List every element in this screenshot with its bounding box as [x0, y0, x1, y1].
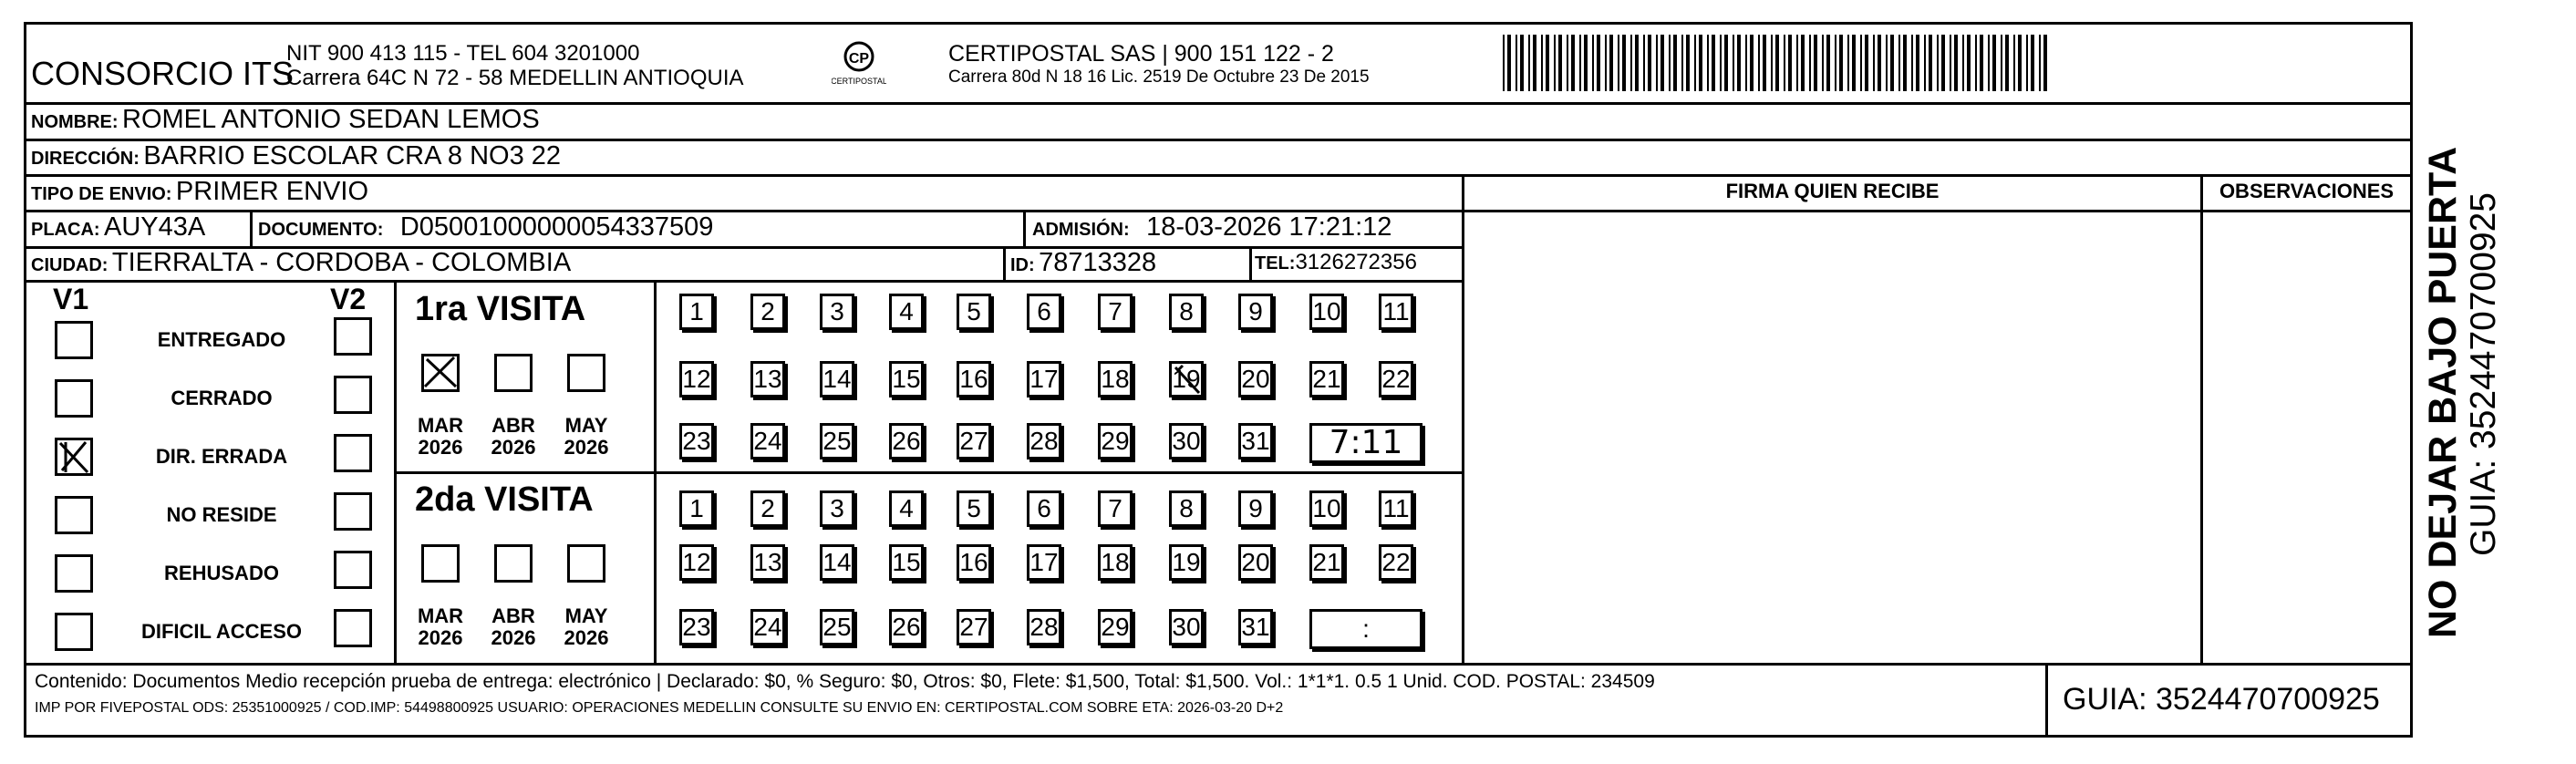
barcode-bar [1724, 35, 1728, 91]
day-box-11[interactable]: 11 [1379, 490, 1413, 527]
day-box-29[interactable]: 29 [1098, 609, 1133, 645]
ciudad-value: TIERRALTA - CORDOBA - COLOMBIA [111, 248, 572, 277]
v2-checkbox[interactable] [334, 492, 372, 531]
day-box-26[interactable]: 26 [889, 423, 924, 459]
nombre-field [31, 105, 540, 135]
barcode-bar [1622, 35, 1626, 91]
day-box-25[interactable]: 25 [820, 609, 854, 645]
v2-checkbox[interactable] [334, 551, 372, 589]
placa-label: PLACA: [31, 220, 100, 240]
day-box-14[interactable]: 14 [820, 361, 854, 397]
barcode-bar [1886, 35, 1888, 91]
barcode-bar [1950, 35, 1951, 91]
day-box-27[interactable]: 27 [957, 423, 991, 459]
direccion-value: BARRIO ESCOLAR CRA 8 NO3 22 [143, 141, 562, 170]
company-nit: NIT 900 413 115 - TEL 604 3201000 [286, 41, 640, 66]
barcode-bar [1516, 35, 1517, 91]
v1-checkbox[interactable] [55, 613, 93, 651]
day-box-6[interactable]: 6 [1027, 294, 1061, 330]
barcode-bar [2005, 35, 2009, 91]
barcode-bar [1571, 35, 1575, 91]
v1-checkbox[interactable] [55, 438, 93, 476]
barcode-bar [1962, 35, 1964, 91]
ciudad-field [31, 248, 571, 278]
nombre-label: NOMBRE: [31, 112, 119, 132]
barcode-bar [1712, 35, 1715, 91]
barcode-bar [1533, 35, 1536, 91]
admision-label: ADMISIÓN: [1032, 220, 1130, 240]
barcode-bar [1656, 35, 1658, 91]
day-box-18[interactable]: 18 [1098, 361, 1133, 397]
day-box-20[interactable]: 20 [1238, 544, 1273, 581]
documento-label: DOCUMENTO: [258, 220, 384, 240]
v1-checkbox[interactable] [55, 496, 93, 534]
day-box-24[interactable]: 24 [750, 609, 785, 645]
barcode-bar [2013, 35, 2015, 91]
barcode-bar [2039, 35, 2041, 91]
day-box-17[interactable]: 17 [1027, 361, 1061, 397]
footer-imp: IMP POR FIVEPOSTAL ODS: 25351000925 / COD.IMP: 54498800925 USUARIO: OPERACIONES MEDELLIN CONSULTE SU ENVIO EN: CERTIPOSTAL.COM SOBRE ETA: 2026-03-20 D+2 [35, 700, 1284, 716]
barcode-bar [1720, 35, 1722, 91]
barcode-bar [1847, 35, 1849, 91]
barcode-bar [1592, 35, 1594, 91]
barcode-bar [1865, 35, 1868, 91]
side-warning: NO DEJAR BAJO PUERTA [2421, 146, 2465, 638]
day-box-19[interactable] [1169, 361, 1204, 397]
month-checkbox[interactable] [494, 354, 533, 392]
month-year: 2026 [491, 436, 536, 459]
svg-text:CERTIPOSTAL: CERTIPOSTAL [832, 77, 886, 86]
day-box-23[interactable]: 23 [679, 609, 714, 645]
month-checkbox[interactable] [421, 544, 460, 583]
barcode-bar [1635, 35, 1639, 91]
day-box-6[interactable]: 6 [1027, 490, 1061, 527]
time-value: : [1362, 614, 1370, 643]
barcode-bar [1873, 35, 1875, 91]
status-label: REHUSADO [164, 562, 279, 584]
month-name: MAY [564, 414, 608, 437]
day-box-22[interactable]: 22 [1379, 361, 1413, 397]
barcode-bar [1771, 35, 1773, 91]
placa-divider [250, 210, 253, 246]
barcode-bar [1784, 35, 1785, 91]
day-box-26[interactable]: 26 [889, 609, 924, 645]
month-label [554, 605, 618, 649]
v1-checkbox[interactable] [55, 379, 93, 418]
barcode-bar [1597, 35, 1600, 91]
barcode-bar [1554, 35, 1556, 91]
barcode [1503, 35, 2050, 91]
time-handwritten: 7:11 [1329, 424, 1403, 461]
barcode-bar [2026, 35, 2028, 91]
v1-checkbox[interactable] [55, 321, 93, 359]
day-box-21[interactable]: 21 [1309, 544, 1344, 581]
row-line-2 [24, 174, 2413, 177]
tipo-label: TIPO DE ENVIO: [31, 184, 172, 204]
visit-divider [394, 471, 1463, 474]
day-box-7[interactable]: 7 [1098, 294, 1133, 330]
day-box-16[interactable]: 16 [957, 544, 991, 581]
footer-guia-divider [2045, 663, 2048, 738]
barcode-bar [1967, 35, 1971, 91]
month-checkbox[interactable] [421, 354, 460, 392]
barcode-bar [1745, 35, 1747, 91]
barcode-bar [1796, 35, 1798, 91]
footer-divider [24, 663, 2413, 666]
barcode-bar [1941, 35, 1945, 91]
barcode-bar [1567, 35, 1568, 91]
day-box-28[interactable]: 28 [1027, 423, 1061, 459]
footer-guia: GUIA: 3524470700925 [2063, 682, 2380, 717]
barcode-bar [1686, 35, 1690, 91]
day-box-8[interactable]: 8 [1169, 294, 1204, 330]
carrier-address: Carrera 80d N 18 16 Lic. 2519 De Octubre 23 De 2015 [948, 67, 1370, 87]
barcode-bar [1660, 35, 1664, 91]
barcode-bar [1954, 35, 1958, 91]
day-box-16[interactable]: 16 [957, 361, 991, 397]
barcode-bar [1826, 35, 1830, 91]
barcode-bar [1852, 35, 1856, 91]
documento-value: D05001000000054337509 [399, 212, 714, 242]
v2-label: V2 [330, 283, 367, 315]
barcode-bar [1643, 35, 1645, 91]
barcode-bar [1630, 35, 1632, 91]
status-label: DIR. ERRADA [155, 445, 288, 468]
barcode-bar [1579, 35, 1581, 91]
month-label [481, 415, 545, 459]
day-box-5[interactable]: 5 [957, 294, 991, 330]
company-address: Carrera 64C N 72 - 58 MEDELLIN ANTIOQUIA [286, 66, 744, 90]
month-year: 2026 [418, 436, 463, 459]
month-checkbox[interactable] [494, 544, 533, 583]
day-box-2[interactable]: 2 [750, 490, 785, 527]
barcode-bar [1694, 35, 1696, 91]
barcode-bar [1750, 35, 1754, 91]
barcode-bar [1733, 35, 1734, 91]
barcode-bar [1898, 35, 1900, 91]
barcode-bar [1980, 35, 1983, 91]
barcode-bar [1648, 35, 1651, 91]
barcode-bar [1822, 35, 1824, 91]
v2-checkbox[interactable] [334, 317, 372, 356]
tel-field [1255, 250, 1417, 275]
admision-field [1032, 212, 1391, 243]
day-box-27[interactable]: 27 [957, 609, 991, 645]
month-year: 2026 [564, 626, 609, 649]
barcode-bar [1609, 35, 1613, 91]
day-number: 19 [1172, 365, 1201, 393]
tel-divider [1249, 246, 1252, 280]
day-box-30[interactable]: 30 [1169, 423, 1204, 459]
month-name: MAR [417, 604, 464, 627]
barcode-bar [1707, 35, 1709, 91]
direccion-field [31, 141, 561, 171]
barcode-bar [1503, 35, 1505, 91]
day-box-3[interactable]: 3 [820, 294, 854, 330]
day-box-8[interactable]: 8 [1169, 490, 1204, 527]
barcode-bar [2031, 35, 2034, 91]
id-divider [1003, 246, 1006, 280]
barcode-bar [1758, 35, 1760, 91]
day-box-22[interactable]: 22 [1379, 544, 1413, 581]
month-checkbox[interactable] [567, 354, 605, 392]
tipo-value: PRIMER ENVIO [175, 177, 369, 206]
month-year: 2026 [564, 436, 609, 459]
day-box-13[interactable]: 13 [750, 544, 785, 581]
barcode-bar [1929, 35, 1932, 91]
admision-value: 18-03-2026 17:21:12 [1146, 212, 1392, 242]
barcode-bar [1763, 35, 1766, 91]
barcode-bar [1835, 35, 1836, 91]
day-box-23[interactable]: 23 [679, 423, 714, 459]
barcode-bar [2043, 35, 2047, 91]
v2-checkbox[interactable] [334, 609, 372, 647]
status-label: NO RESIDE [166, 503, 277, 526]
month-year: 2026 [418, 626, 463, 649]
barcode-bar [1988, 35, 1990, 91]
barcode-bar [1507, 35, 1511, 91]
day-box-20[interactable]: 20 [1238, 361, 1273, 397]
v1-label: V1 [53, 283, 89, 315]
barcode-bar [1541, 35, 1543, 91]
day-box-30[interactable]: 30 [1169, 609, 1204, 645]
barcode-bar [1916, 35, 1919, 91]
day-box-31[interactable]: 31 [1238, 423, 1273, 459]
month-name: ABR [491, 604, 535, 627]
second-visit-title: 2da VISITA [415, 480, 594, 519]
month-name: ABR [491, 414, 535, 437]
barcode-bar [1903, 35, 1907, 91]
barcode-bar [1673, 35, 1677, 91]
barcode-bar [1546, 35, 1549, 91]
barcode-bar [1801, 35, 1805, 91]
barcode-bar [1890, 35, 1894, 91]
nombre-value: ROMEL ANTONIO SEDAN LEMOS [122, 105, 540, 134]
firma-left-border [1462, 174, 1464, 666]
v1-checkbox[interactable] [55, 554, 93, 593]
documento-field [258, 212, 713, 243]
tipo-field [31, 177, 368, 207]
barcode-bar [1992, 35, 1996, 91]
body-right-border [2410, 102, 2413, 738]
placa-value: AUY43A [104, 212, 206, 242]
certipostal-logo [832, 36, 886, 91]
barcode-bar [1618, 35, 1619, 91]
company-name: CONSORCIO ITS [31, 55, 295, 92]
barcode-bar [1911, 35, 1913, 91]
month-name: MAY [564, 604, 608, 627]
day-box-9[interactable]: 9 [1238, 490, 1273, 527]
day-box-25[interactable]: 25 [820, 423, 854, 459]
firma-header: FIRMA QUIEN RECIBE [1725, 180, 1940, 202]
direccion-label: DIRECCIÓN: [31, 149, 140, 169]
time-box[interactable] [1309, 423, 1422, 463]
month-label [409, 415, 472, 459]
barcode-bar [1924, 35, 1926, 91]
id-field [1010, 248, 1156, 278]
day-box-10[interactable]: 10 [1309, 490, 1344, 527]
month-checkbox[interactable] [567, 544, 605, 583]
side-guia: GUIA: 3524470700925 [2464, 192, 2503, 556]
day-box-15[interactable]: 15 [889, 544, 924, 581]
day-box-13[interactable]: 13 [750, 361, 785, 397]
month-year: 2026 [491, 626, 536, 649]
day-box-19[interactable]: 19 [1169, 544, 1204, 581]
day-box-9[interactable]: 9 [1238, 294, 1273, 330]
barcode-bar [1528, 35, 1530, 91]
month-label [409, 605, 472, 649]
day-box-18[interactable]: 18 [1098, 544, 1133, 581]
first-visit-title: 1ra VISITA [415, 290, 586, 328]
day-box-5[interactable]: 5 [957, 490, 991, 527]
day-box-4[interactable]: 4 [889, 490, 924, 527]
day-box-4[interactable]: 4 [889, 294, 924, 330]
barcode-bar [2001, 35, 2002, 91]
month-label [481, 605, 545, 649]
barcode-bar [1558, 35, 1562, 91]
barcode-bar [1699, 35, 1702, 91]
barcode-bar [1860, 35, 1862, 91]
barcode-bar [1878, 35, 1881, 91]
day-box-14[interactable]: 14 [820, 544, 854, 581]
status-label: DIFICIL ACCESO [140, 620, 302, 643]
barcode-bar [1975, 35, 1977, 91]
day-box-15[interactable]: 15 [889, 361, 924, 397]
barcode-bar [1584, 35, 1588, 91]
status-label: ENTREGADO [157, 328, 286, 351]
barcode-bar [1669, 35, 1671, 91]
footer-contenido: Contenido: Documentos Medio recepción prueba de entrega: electrónico | Declarado: $0, % Seguro: $0, Otros: $0, Flete: $1,500, Total: $1,500. Vol.: 1*1*1. 0.5 1 Unid. COD. POSTAL: 234509 [35, 671, 1655, 692]
v2-checkbox[interactable] [334, 434, 372, 472]
day-box-3[interactable]: 3 [820, 490, 854, 527]
day-box-11[interactable]: 11 [1379, 294, 1413, 330]
day-box-10[interactable]: 10 [1309, 294, 1344, 330]
tel-label: TEL: [1255, 253, 1296, 274]
status-label: CERRADO [171, 387, 273, 409]
day-box-12[interactable]: 12 [679, 544, 714, 581]
month-label [554, 415, 618, 459]
barcode-bar [1937, 35, 1939, 91]
day-box-29[interactable]: 29 [1098, 423, 1133, 459]
observaciones-header: OBSERVACIONES [2219, 180, 2395, 202]
day-box-7[interactable]: 7 [1098, 490, 1133, 527]
obs-left-border [2200, 174, 2203, 666]
barcode-bar [1788, 35, 1792, 91]
day-box-24[interactable]: 24 [750, 423, 785, 459]
day-box-2[interactable]: 2 [750, 294, 785, 330]
day-box-1[interactable]: 1 [679, 294, 714, 330]
barcode-bar [1839, 35, 1843, 91]
barcode-bar [1605, 35, 1607, 91]
v2-checkbox[interactable] [334, 376, 372, 414]
barcode-bar [2018, 35, 2022, 91]
day-box-31[interactable]: 31 [1238, 609, 1273, 645]
day-box-1[interactable]: 1 [679, 490, 714, 527]
barcode-bar [1681, 35, 1683, 91]
svg-text:CP: CP [848, 51, 870, 67]
day-box-17[interactable]: 17 [1027, 544, 1061, 581]
barcode-bar [1809, 35, 1811, 91]
placa-field [31, 212, 205, 243]
id-label: ID: [1010, 255, 1035, 275]
id-value: 78713328 [1039, 248, 1157, 277]
month-name: MAR [417, 414, 464, 437]
barcode-bar [1520, 35, 1524, 91]
tel-value: 3126272356 [1295, 250, 1417, 274]
carrier-name: CERTIPOSTAL SAS | 900 151 122 - 2 [948, 41, 1334, 67]
admision-divider [1023, 210, 1026, 246]
barcode-bar [1775, 35, 1779, 91]
time-box[interactable] [1309, 609, 1422, 649]
ciudad-label: CIUDAD: [31, 255, 109, 275]
barcode-bar [1814, 35, 1817, 91]
barcode-bar [1737, 35, 1741, 91]
row-line-5 [24, 280, 1464, 283]
day-box-21[interactable]: 21 [1309, 361, 1344, 397]
day-box-28[interactable]: 28 [1027, 609, 1061, 645]
day-box-12[interactable]: 12 [679, 361, 714, 397]
